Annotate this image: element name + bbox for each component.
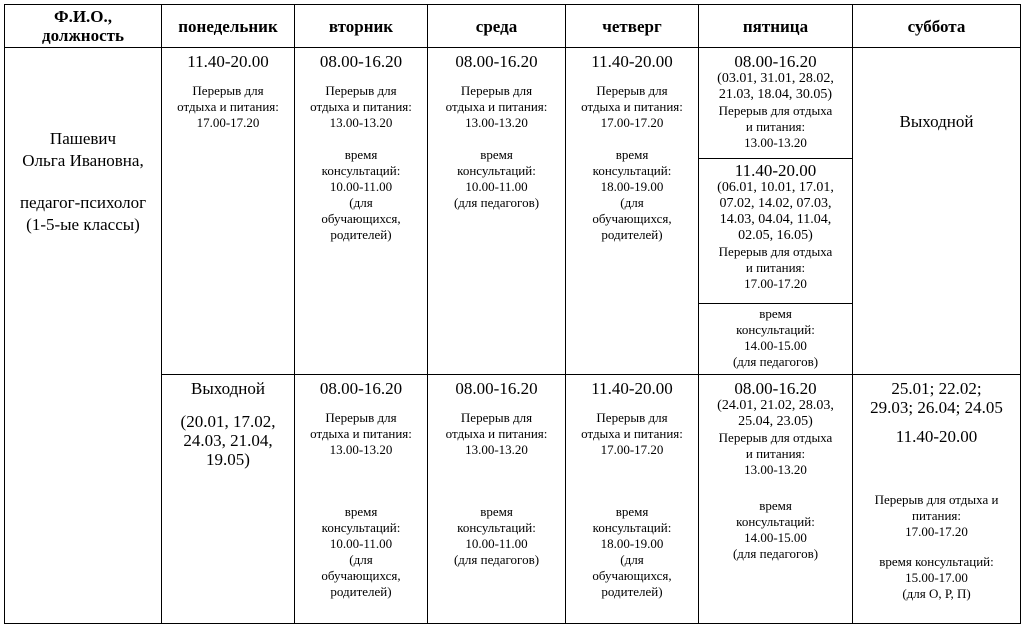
r2-wednesday: 08.00-16.20 Перерыв для отдыха и питания: 13.00-13.20 время консультаций: 10.00-11.00 (для педагогов) <box>428 375 566 624</box>
person-classes: (1-5-ые классы) <box>26 215 140 234</box>
header-friday: пятница <box>699 5 853 48</box>
r1-wednesday: 08.00-16.20 Перерыв для отдыха и питания: 13.00-13.20 время консультаций: 10.00-11.00 (для педагогов) <box>428 48 566 375</box>
header-thursday: четверг <box>566 5 699 48</box>
r2-thursday: 11.40-20.00 Перерыв для отдыха и питания: 17.00-17.20 время консультаций: 18.00-19.00 (для обучающихся, родителей) <box>566 375 699 624</box>
r1-friday-b: 11.40-20.00 (06.01, 10.01, 17.01, 07.02, 14.02, 07.03, 14.03, 04.04, 11.04, 02.05, 16.05) Перерыв для отдыха и питания: 17.00-17.20 <box>699 159 853 304</box>
r2-saturday: 25.01; 22.02; 29.03; 26.04; 24.05 11.40-20.00 Перерыв для отдыха и питания: 17.00-17.20 время консультаций: 15.00-17.00 (для О, Р, П) <box>853 375 1021 624</box>
header-tuesday: вторник <box>295 5 428 48</box>
r2-friday: 08.00-16.20 (24.01, 21.02, 28.03, 25.04, 23.05) Перерыв для отдыха и питания: 13.00-13.20 время консультаций: 14.00-15.00 (для педагогов) <box>699 375 853 624</box>
schedule-table <box>4 4 1021 624</box>
schedule-row-1 <box>5 48 1021 159</box>
r2-tuesday: 08.00-16.20 Перерыв для отдыха и питания: 13.00-13.20 время консультаций: 10.00-11.00 (для обучающихся, родителей) <box>295 375 428 624</box>
header-monday: понедельник <box>162 5 295 48</box>
r1-tuesday: 08.00-16.20 Перерыв для отдыха и питания: 13.00-13.20 время консультаций: 10.00-11.00 (для обучающихся, родителей) <box>295 48 428 375</box>
header-wednesday: среда <box>428 5 566 48</box>
r1-friday-a: 08.00-16.20 (03.01, 31.01, 28.02, 21.03, 18.04, 30.05) Перерыв для отдыха и питания: 13.00-13.20 <box>699 48 853 159</box>
r1-thursday: 11.40-20.00 Перерыв для отдыха и питания: 17.00-17.20 время консультаций: 18.00-19.00 (для обучающихся, родителей) <box>566 48 699 375</box>
r1-saturday: Выходной <box>853 48 1021 375</box>
person-cell <box>5 48 162 624</box>
header-row <box>5 5 1021 48</box>
header-fio: Ф.И.О., должность <box>5 5 162 48</box>
header-saturday: суббота <box>853 5 1021 48</box>
person-surname: Пашевич <box>49 129 117 148</box>
r1-friday-c: время консультаций: 14.00-15.00 (для педагогов) <box>699 304 853 375</box>
r2-monday: Выходной (20.01, 17.02, 24.03, 21.04, 19.05) <box>162 375 295 624</box>
person-role: педагог-психолог <box>19 193 147 212</box>
person-name: Ольга Ивановна, <box>22 151 144 170</box>
r1-monday: 11.40-20.00 Перерыв для отдыха и питания: 17.00-17.20 <box>162 48 295 375</box>
